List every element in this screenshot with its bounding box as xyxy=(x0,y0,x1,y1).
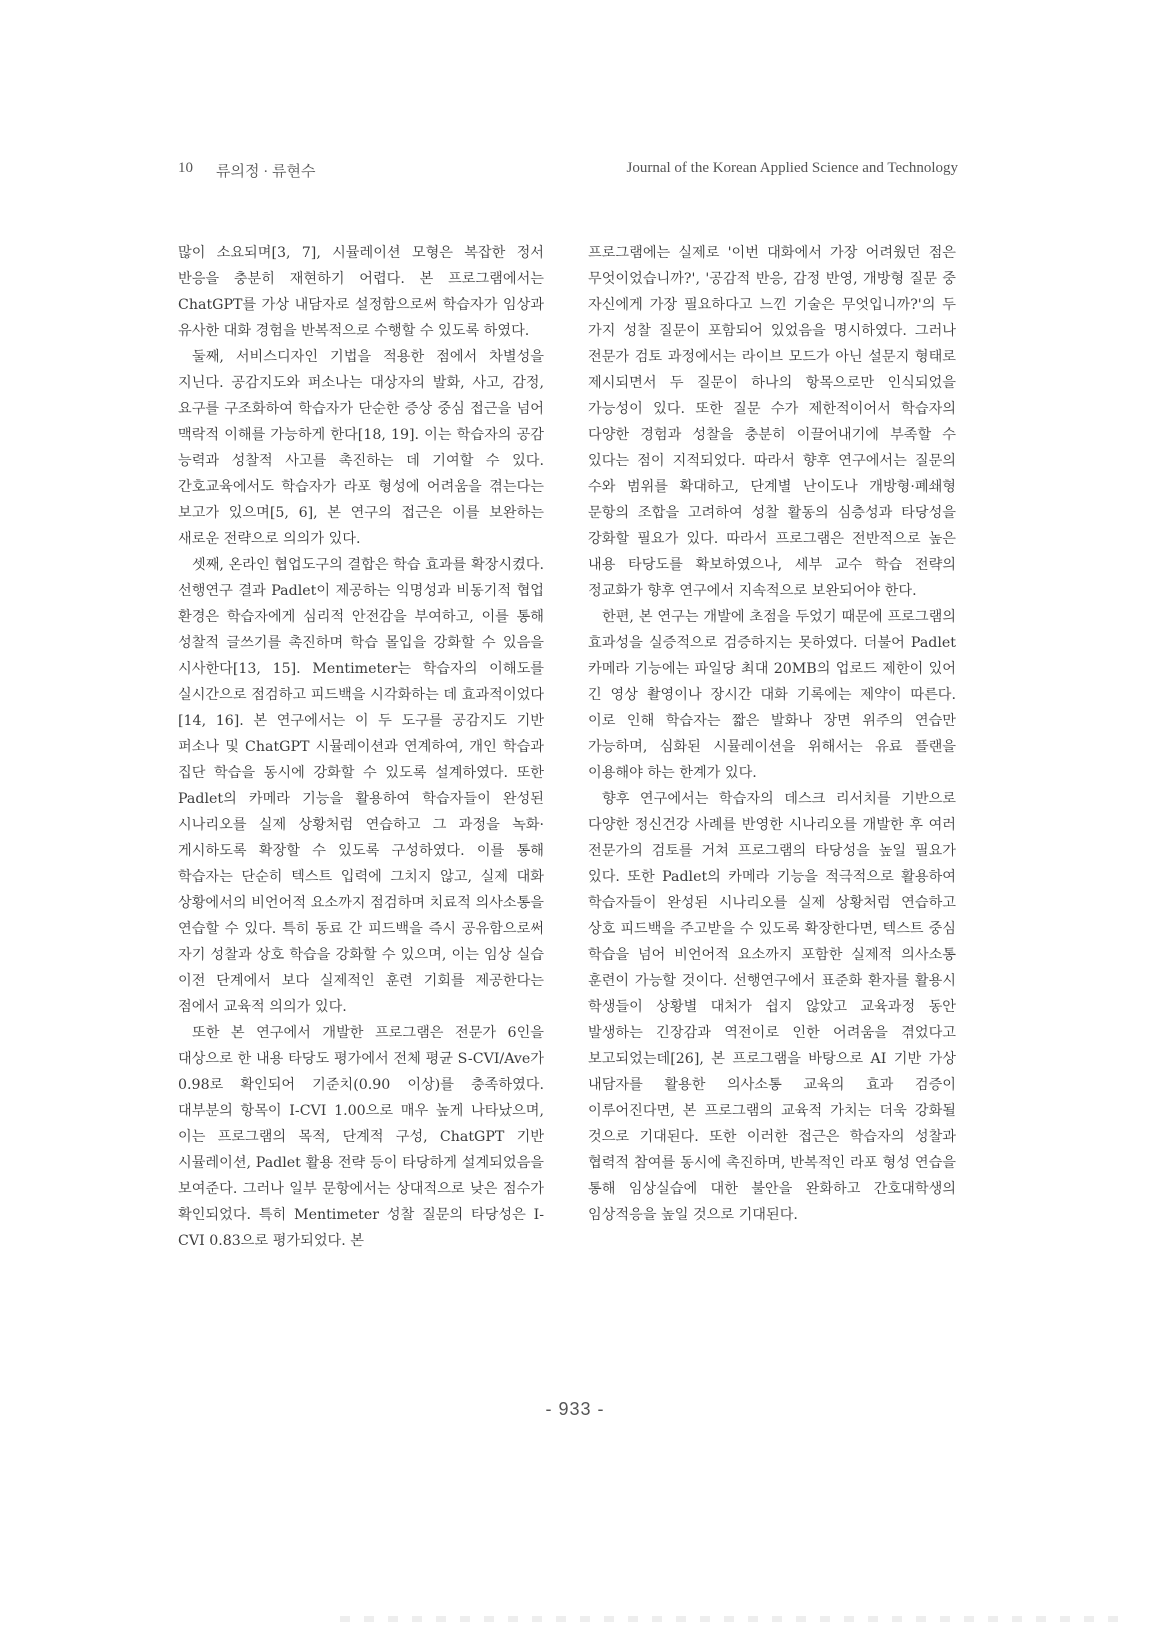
right-column xyxy=(588,240,956,1228)
header-authors: 류의정 · 류현수 xyxy=(216,164,316,180)
paragraph: 한편, 본 연구는 개발에 초점을 두었기 때문에 프로그램의 효과성을 실증적으로 검증하지는 못하였다. 더불어 Padlet 카메라 기능에는 파일당 최대 20MB의 업로드 제한이 있어 긴 영상 촬영이나 장시간 대화 기록에는 제약이 따른다. 이로 인해 학습자는 짧은 발화나 장면 위주의 연습만 가능하며, 심화된 시뮬레이션을 위해서는 유료 플랜을 이용해야 하는 한계가 있다. xyxy=(588,609,956,781)
cut-off-footer-line xyxy=(340,1616,1120,1622)
paragraph: 또한 본 연구에서 개발한 프로그램은 전문가 6인을 대상으로 한 내용 타당도 평가에서 전체 평균 S-CVI/Ave가 0.98로 확인되어 기준치(0.90 이상)를 충족하였다. 대부분의 항목이 I-CVI 1.00으로 매우 높게 나타났으며, 이는 프로그램의 목적, 단계적 구성, ChatGPT 기반 시뮬레이션, Padlet 활용 전략 등이 타당하게 설계되었음을 보여준다. 그러나 일부 문항에서는 상대적으로 낮은 점수가 확인되었다. 특히 Mentimeter 성찰 질문의 타당성은 I-CVI 0.83으로 평가되었다. 본 xyxy=(178,1025,544,1249)
header-journal-title: Journal of the Korean Applied Science and Technology xyxy=(626,160,958,176)
header-page-number: 10 xyxy=(178,160,193,176)
paragraph: 향후 연구에서는 학습자의 데스크 리서치를 기반으로 다양한 정신건강 사례를 반영한 시나리오를 개발한 후 여러 전문가의 검토를 거쳐 프로그램의 타당성을 높일 필요가 있다. 또한 Padlet의 카메라 기능을 적극적으로 활용하여 학습자들이 완성된 시나리오를 실제 상황처럼 연습하고 상호 피드백을 주고받을 수 있도록 확장한다면, 텍스트 중심 학습을 넘어 비언어적 요소까지 포함한 실제적 의사소통 훈련이 가능할 것이다. 선행연구에서 표준화 환자를 활용시 학생들이 상황별 대처가 쉽지 않았고 교육과정 동안 발생하는 긴장감과 역전이로 인한 어려움을 겪었다고 보고되었는데[26], 본 프로그램을 바탕으로 AI 기반 가상 내담자를 활용한 의사소통 교육의 효과 검증이 이루어진다면, 본 프로그램의 교육적 가치는 더욱 강화될 것으로 기대된다. 또한 이러한 접근은 학습자의 성찰과 협력적 참여를 동시에 촉진하며, 반복적인 라포 형성 연습을 통해 임상실습에 대한 불안을 완화하고 간호대학생의 임상적응을 높일 것으로 기대된다. xyxy=(588,791,956,1223)
left-column xyxy=(178,240,544,1254)
paragraph: 프로그램에는 실제로 '이번 대화에서 가장 어려웠던 점은 무엇이었습니까?', '공감적 반응, 감정 반영, 개방형 질문 중 자신에게 가장 필요하다고 느낀 기술은 무엇입니까?'의 두 가지 성찰 질문이 포함되어 있었음을 명시하였다. 그러나 전문가 검토 과정에서는 라이브 모드가 아닌 설문지 형태로 제시되면서 두 질문이 하나의 항목으로만 인식되었을 가능성이 있다. 또한 질문 수가 제한적이어서 학습자의 다양한 경험과 성찰을 충분히 이끌어내기에 부족할 수 있다는 점이 지적되었다. 따라서 향후 연구에서는 질문의 수와 범위를 확대하고, 단계별 난이도나 개방형·폐쇄형 문항의 조합을 고려하여 성찰 활동의 심층성과 타당성을 강화할 필요가 있다. 따라서 프로그램은 전반적으로 높은 내용 타당도를 확보하였으나, 세부 교수 학습 전략의 정교화가 향후 연구에서 지속적으로 보완되어야 한다. xyxy=(588,245,956,599)
paragraph: 많이 소요되며[3, 7], 시뮬레이션 모형은 복잡한 정서 반응을 충분히 재현하기 어렵다. 본 프로그램에서는 ChatGPT를 가상 내담자로 설정함으로써 학습자가 임상과 유사한 대화 경험을 반복적으로 수행할 수 있도록 하였다. xyxy=(178,245,544,339)
running-header xyxy=(178,160,958,184)
footer-page-number: - 933 - xyxy=(545,1399,605,1419)
paragraph: 셋째, 온라인 협업도구의 결합은 학습 효과를 확장시켰다. 선행연구 결과 Padlet이 제공하는 익명성과 비동기적 협업 환경은 학습자에게 심리적 안전감을 부여하고, 이를 통해 성찰적 글쓰기를 촉진하며 학습 몰입을 강화할 수 있음을 시사한다[13, 15]. Mentimeter는 학습자의 이해도를 실시간으로 점검하고 피드백을 시각화하는 데 효과적이었다[14, 16]. 본 연구에서는 이 두 도구를 공감지도 기반 퍼소나 및 ChatGPT 시뮬레이션과 연계하여, 개인 학습과 집단 학습을 동시에 강화할 수 있도록 설계하였다. 또한 Padlet의 카메라 기능을 활용하여 학습자들이 완성된 시나리오를 실제 상황처럼 연습하고 그 과정을 녹화·게시하도록 확장할 수 있도록 구성하였다. 이를 통해 학습자는 단순히 텍스트 입력에 그치지 않고, 실제 대화 상황에서의 비언어적 요소까지 점검하며 치료적 의사소통을 연습할 수 있다. 특히 동료 간 피드백을 즉시 공유함으로써 자기 성찰과 상호 학습을 강화할 수 있으며, 이는 임상 실습 이전 단계에서 보다 실제적인 훈련 기회를 제공한다는 점에서 교육적 의의가 있다. xyxy=(178,557,544,1015)
paragraph: 둘째, 서비스디자인 기법을 적용한 점에서 차별성을 지닌다. 공감지도와 퍼소나는 대상자의 발화, 사고, 감정, 요구를 구조화하여 학습자가 단순한 증상 중심 접근을 넘어 맥락적 이해를 가능하게 한다[18, 19]. 이는 학습자의 공감 능력과 성찰적 사고를 촉진하는 데 기여할 수 있다. 간호교육에서도 학습자가 라포 형성에 어려움을 겪는다는 보고가 있으며[5, 6], 본 연구의 접근은 이를 보완하는 새로운 전략으로 의의가 있다. xyxy=(178,349,544,547)
